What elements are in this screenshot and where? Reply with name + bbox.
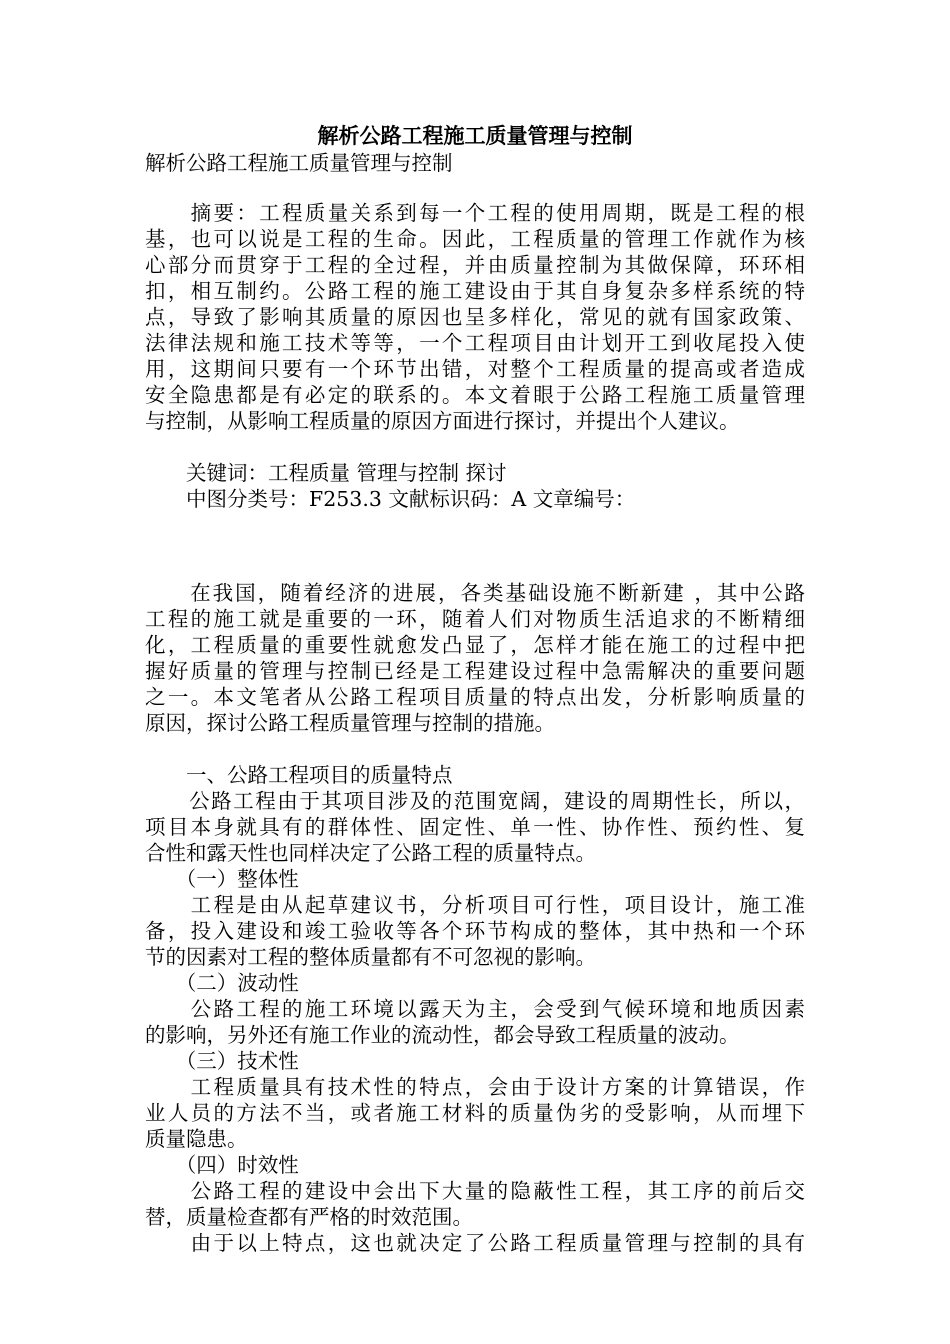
- abstract-line: 心部分而贯穿于工程的全过程，并由质量控制为其做保障，环环相: [145, 253, 805, 277]
- intro-line: 化，工程质量的重要性就愈发凸显了，怎样才能在施工的过程中把: [145, 633, 805, 657]
- abstract-line: 基，也可以说是工程的生命。因此，工程质量的管理工作就作为核: [145, 227, 805, 251]
- abstract-line: 用，这期间只要有一个环节出错，对整个工程质量的提高或者造成: [145, 357, 805, 381]
- abstract-line: 法律法规和施工技术等等，一个工程项目由计划开工到收尾投入使: [145, 331, 805, 355]
- subsection-para-line: 备，投入建设和竣工验收等各个环节构成的整体，其中热和一个环: [145, 919, 805, 943]
- abstract-line: 摘要：工程质量关系到每一个工程的使用周期，既是工程的根: [145, 201, 805, 225]
- keywords: 关键词：工程质量 管理与控制 探讨: [145, 461, 507, 485]
- subsection-para-line: 质量隐患。: [145, 1127, 248, 1151]
- subsection-heading: （一）整体性: [145, 867, 299, 891]
- section-para-line: 项目本身就具有的群体性、固定性、单一性、协作性、预约性、复: [145, 815, 805, 839]
- section-para-line: 合性和露天性也同样决定了公路工程的质量特点。: [145, 841, 596, 865]
- intro-line: 工程的施工就是重要的一环，随着人们对物质生活追求的不断精细: [145, 607, 805, 631]
- subsection-para-line: 替，质量检查都有严格的时效范围。: [145, 1205, 473, 1229]
- subsection-heading: （三）技术性: [145, 1049, 299, 1073]
- intro-line: 握好质量的管理与控制已经是工程建设过程中急需解决的重要问题: [145, 659, 805, 683]
- subsection-heading: （四）时效性: [145, 1153, 299, 1177]
- abstract-line: 扣，相互制约。公路工程的施工建设由于其自身复杂多样系统的特: [145, 279, 805, 303]
- intro-line: 在我国，随着经济的进展，各类基础设施不断新建 ，其中公路: [145, 581, 805, 605]
- subtitle: 解析公路工程施工质量管理与控制: [145, 151, 453, 175]
- page-title: 解析公路工程施工质量管理与控制: [317, 123, 633, 148]
- subsection-heading: （二）波动性: [145, 971, 299, 995]
- closing-line: 由于以上特点，这也就决定了公路工程质量管理与控制的具有: [145, 1231, 805, 1255]
- subsection-para-line: 公路工程的施工环境以露天为主，会受到气候环境和地质因素: [145, 997, 805, 1021]
- abstract-line: 与控制，从影响工程质量的原因方面进行探讨，并提出个人建议。: [145, 409, 740, 433]
- subsection-para-line: 工程是由从起草建议书，分析项目可行性，项目设计，施工准: [145, 893, 805, 917]
- subsection-para-line: 节的因素对工程的整体质量都有不可忽视的影响。: [145, 945, 596, 969]
- subsection-para-line: 工程质量具有技术性的特点，会由于设计方案的计算错误，作: [145, 1075, 805, 1099]
- abstract-line: 点，导致了影响其质量的原因也呈多样化，常见的就有国家政策、: [145, 305, 805, 329]
- intro-line: 之一。本文笔者从公路工程项目质量的特点出发，分析影响质量的: [145, 685, 805, 709]
- subsection-para-line: 公路工程的建设中会出下大量的隐蔽性工程，其工序的前后交: [145, 1179, 805, 1203]
- section-heading: 一、公路工程项目的质量特点: [145, 763, 453, 787]
- classification: 中图分类号：F253.3 文献标识码：A 文章编号：: [145, 487, 636, 511]
- subsection-para-line: 的影响，另外还有施工作业的流动性，都会导致工程质量的波动。: [145, 1023, 740, 1047]
- subsection-para-line: 业人员的方法不当，或者施工材料的质量伪劣的受影响，从而埋下: [145, 1101, 805, 1125]
- section-para-line: 公路工程由于其项目涉及的范围宽阔，建设的周期性长，所以，: [145, 789, 805, 813]
- intro-line: 原因，探讨公路工程质量管理与控制的措施。: [145, 711, 555, 735]
- abstract-line: 安全隐患都是有必定的联系的。本文着眼于公路工程施工质量管理: [145, 383, 805, 407]
